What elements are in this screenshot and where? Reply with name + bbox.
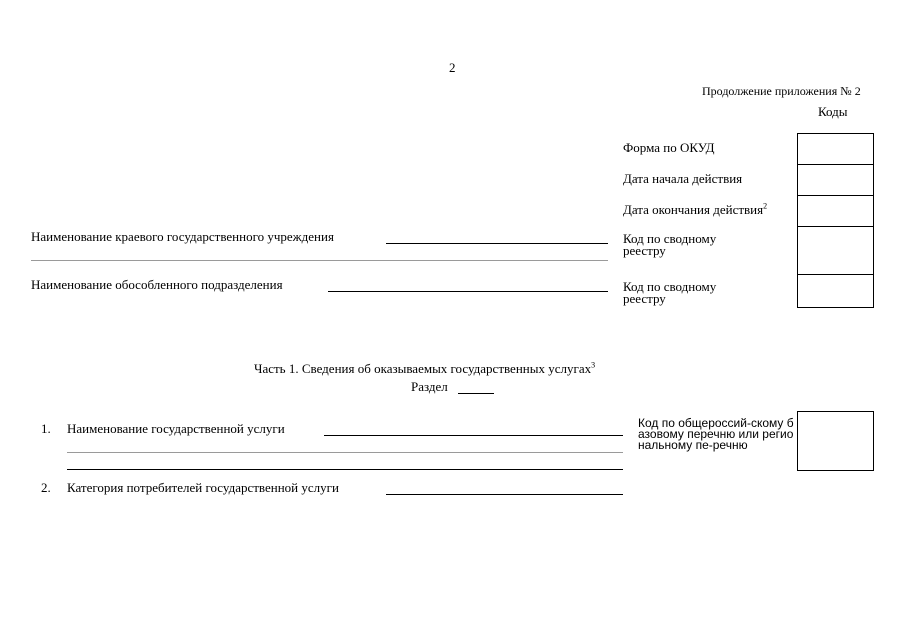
- registry-code-label-2: Код по сводному реестру: [623, 279, 717, 306]
- part1-title: Часть 1. Сведения об оказываемых государственных услугах$^3$: [254, 360, 596, 376]
- consumer-category-input-line[interactable]: [386, 494, 623, 495]
- service-name-continuation-line-1[interactable]: [67, 452, 623, 453]
- section-number-input-line[interactable]: [458, 393, 494, 394]
- basic-list-code-box[interactable]: [797, 411, 874, 471]
- institution-name-continuation-line[interactable]: [31, 260, 608, 261]
- part1-title-footnote: 3: [591, 360, 596, 370]
- section-label: Раздел: [411, 379, 448, 394]
- service-name-continuation-line-2[interactable]: [67, 469, 623, 470]
- basic-list-code-label: Код по общероссий-скому базовому перечню или региональному пе-речню: [638, 416, 794, 452]
- end-date-box[interactable]: [797, 195, 874, 227]
- end-date-footnote: 2: [763, 201, 768, 211]
- item-2-number: 2.: [41, 480, 51, 495]
- okud-label: Форма по ОКУД: [623, 140, 715, 155]
- registry-code-box-2[interactable]: [797, 274, 874, 308]
- subdivision-name-label: Наименование обособленного подразделения: [31, 277, 283, 292]
- item-1-number: 1.: [41, 421, 51, 436]
- end-date-label: Дата окончания действия$^2$: [623, 201, 768, 217]
- item-2-label: Категория потребителей государственной услуги: [67, 480, 339, 495]
- service-name-input-line[interactable]: [324, 435, 623, 436]
- institution-name-label: Наименование краевого государственного учреждения: [31, 229, 334, 244]
- institution-name-input-line[interactable]: [386, 243, 608, 244]
- subdivision-name-input-line[interactable]: [328, 291, 608, 292]
- registry-code-label-1: Код по сводному реестру: [623, 231, 717, 258]
- start-date-box[interactable]: [797, 164, 874, 196]
- appendix-continuation: Продолжение приложения № 2: [702, 84, 861, 98]
- start-date-label: Дата начала действия: [623, 171, 743, 186]
- codes-header: Коды: [818, 104, 848, 119]
- page-number: 2: [449, 60, 456, 75]
- registry-code-box-1[interactable]: [797, 226, 874, 275]
- item-1-label: Наименование государственной услуги: [67, 421, 285, 436]
- okud-code-box[interactable]: [797, 133, 874, 165]
